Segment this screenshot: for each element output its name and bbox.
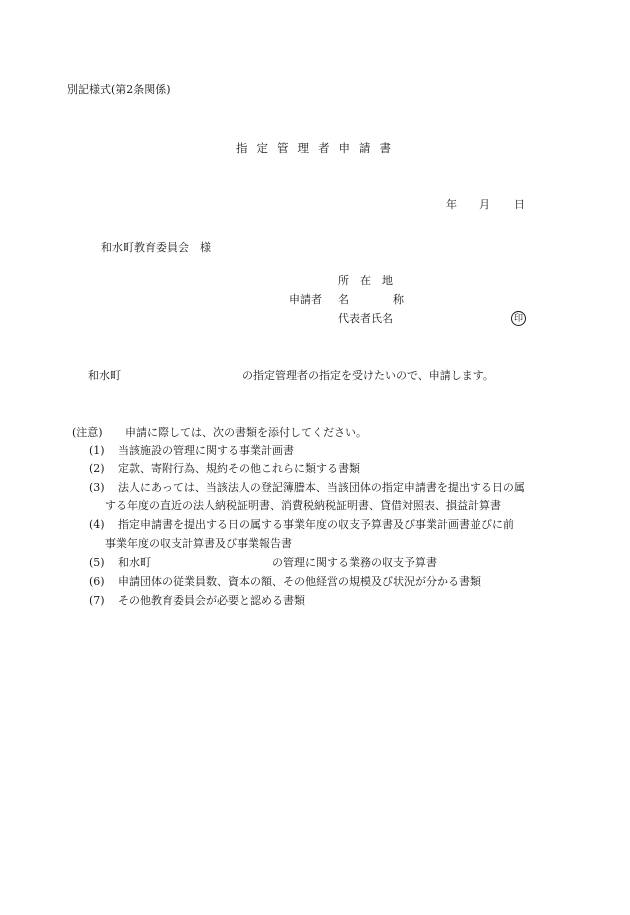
note-number: (2) (89, 462, 105, 475)
note-text: 定款、寄附行為、規約その他これらに類する書類 (118, 462, 360, 475)
note-number: (4) (89, 518, 105, 531)
seal-mark: 印 (511, 311, 526, 326)
address-label: 所 在 地 (338, 274, 393, 287)
note-text: 和水町 (118, 556, 151, 569)
body-town: 和水町 (88, 369, 121, 382)
body-sentence: の指定管理者の指定を受けたいので、申請します。 (242, 369, 494, 382)
notes-heading: (注意) (72, 426, 103, 439)
note-number: (3) (89, 481, 105, 494)
note-number: (1) (89, 444, 105, 457)
note-text: 指定申請書を提出する日の属する事業年度の収支予算書及び事業計画書並びに前 (118, 518, 514, 531)
note-text: その他教育委員会が必要と認める書類 (118, 594, 305, 607)
note-text: 申請団体の従業員数、資本の額、その他経営の規模及び状況が分かる書類 (118, 575, 481, 588)
note-text-continued: する年度の直近の法人納税証明書、消費税納税証明書、貸借対照表、損益計算書 (105, 499, 501, 512)
note-text: 当該施設の管理に関する事業計画書 (118, 444, 294, 457)
date-day-label: 日 (514, 198, 525, 211)
note-number: (5) (89, 556, 105, 569)
note-number: (7) (89, 594, 105, 607)
document-title: 指定管理者申請書 (236, 141, 400, 155)
note-text-continued: の管理に関する業務の収支予算書 (272, 556, 437, 569)
name-label: 名 称 (338, 293, 404, 306)
note-number: (6) (89, 575, 105, 588)
note-text-continued: 事業年度の収支計算書及び事業報告書 (105, 537, 292, 550)
note-text: 法人にあっては、当該法人の登記簿謄本、当該団体の指定申請書を提出する日の属 (118, 481, 525, 494)
representative-label: 代表者氏名 (338, 312, 393, 325)
applicant-label: 申請者 (289, 293, 322, 306)
notes-intro: 申請に際しては、次の書類を添付してください。 (125, 426, 367, 439)
date-year-label: 年 (446, 198, 457, 211)
addressee: 和水町教育委員会 様 (101, 241, 211, 254)
form-label: 別記様式(第2条関係) (67, 83, 171, 96)
date-month-label: 月 (479, 198, 490, 211)
